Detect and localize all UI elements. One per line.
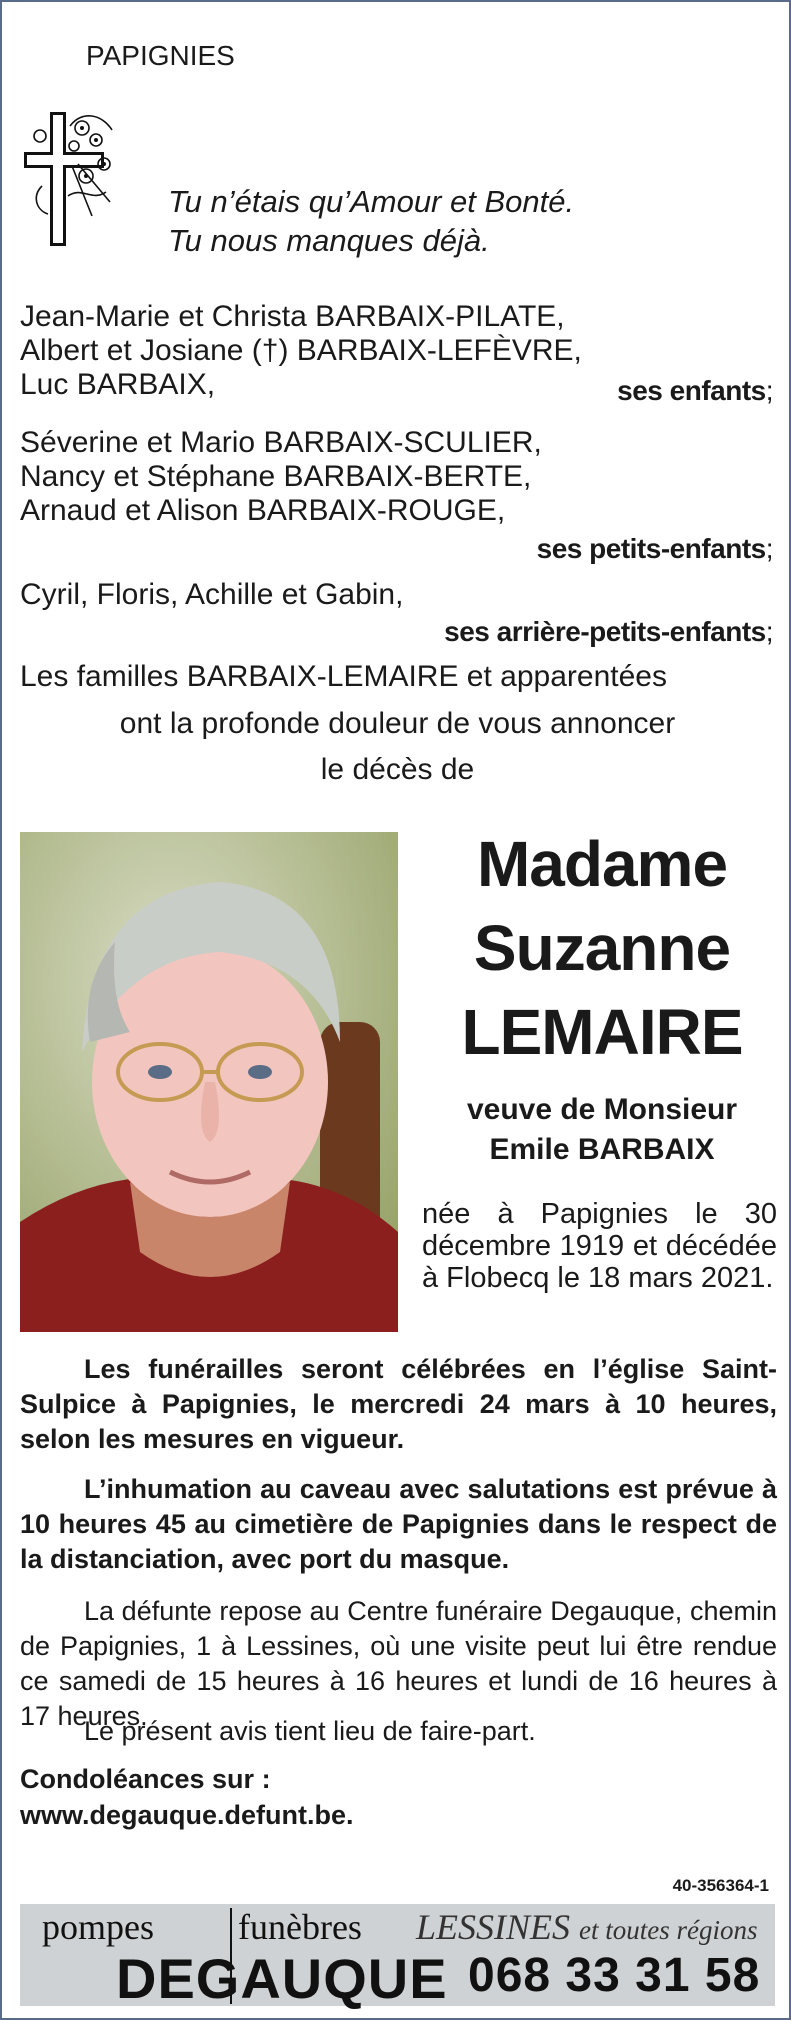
funeral-home-footer	[20, 1904, 775, 2010]
widow-block	[412, 1090, 791, 1170]
children-label: ses enfants;	[617, 375, 773, 406]
footer-brand: DEGAUQUE	[116, 1947, 448, 2010]
condolences-link[interactable]: www.degauque.defunt.be.	[20, 1800, 354, 1830]
family-line: Jean-Marie et Christa BARBAIX-PILATE,	[20, 300, 565, 333]
notice-paragraph: Le présent avis tient lieu de faire-part.	[84, 1716, 536, 1746]
birth-death-text: née à Papignies le 30 décembre 1919 et décédée à Flobecq le 18 mars 2021.	[422, 1198, 777, 1294]
announcement-line-3: le décès de	[320, 753, 475, 786]
family-line: Nancy et Stéphane BARBAIX-BERTE,	[20, 460, 532, 493]
children-list	[20, 300, 582, 402]
grandchildren-list	[20, 426, 542, 528]
footer-phone[interactable]: 068 33 31 58	[468, 1949, 761, 2002]
family-line: Cyril, Floris, Achille et Gabin,	[20, 578, 404, 611]
footer-word-pompes: pompes	[42, 1907, 154, 1947]
deceased-last-name: LEMAIRE	[461, 996, 743, 1068]
cross-with-flowers-icon	[22, 106, 118, 252]
funeral-paragraph: Les funérailles seront célébrées en l’église Saint-Sulpice à Papignies, le mercredi 24 mars à 10 heures, selon les mesures en vigueur.	[20, 1354, 777, 1454]
widow-line-2: Emile BARBAIX	[489, 1133, 715, 1166]
great-grandchildren-label: ses arrière-petits-enfants;	[444, 616, 773, 647]
family-line: Arnaud et Alison BARBAIX-ROUGE,	[20, 494, 506, 527]
family-line: Luc BARBAIX,	[20, 368, 216, 401]
grandchildren-label: ses petits-enfants;	[536, 533, 773, 564]
announcement-line-2: ont la profonde douleur de vous annoncer	[119, 707, 676, 740]
visit-paragraph: La défunte repose au Centre funéraire Degauque, chemin de Papignies, 1 à Lessines, où une visite peut lui être rendue ce samedi de 15 heures à 16 heures et lundi de 16 heures à 17 heures.	[20, 1596, 777, 1731]
deceased-title: Madame	[476, 828, 728, 900]
epitaph	[168, 182, 574, 260]
great-grandchildren-list	[20, 578, 403, 612]
deceased-name-block	[412, 822, 791, 1074]
deceased-first-name: Suzanne	[473, 912, 731, 984]
condolences-label: Condoléances sur :	[20, 1764, 271, 1794]
announcement-line-1: Les familles BARBAIX-LEMAIRE et apparentées	[20, 660, 667, 693]
footer-word-funebres: funèbres	[238, 1907, 362, 1947]
family-line: Séverine et Mario BARBAIX-SCULIER,	[20, 426, 542, 459]
family-line: Albert et Josiane (†) BARBAIX-LEFÈVRE,	[20, 334, 582, 367]
widow-line-1: veuve de Monsieur	[466, 1093, 738, 1126]
burial-paragraph: L’inhumation au caveau avec salutations est prévue à 10 heures 45 au cimetière de Papignies dans le respect de la distanciation, avec port du masque.	[20, 1474, 777, 1574]
epitaph-line-2: Tu nous manques déjà.	[168, 223, 490, 258]
reference-number: 40-356364-1	[672, 1876, 769, 1895]
footer-location: LESSINES et toutes régions	[416, 1907, 758, 1947]
town-heading: PAPIGNIES	[86, 40, 235, 71]
portrait-photo	[20, 832, 398, 1332]
epitaph-line-1: Tu n’étais qu’Amour et Bonté.	[168, 184, 575, 219]
